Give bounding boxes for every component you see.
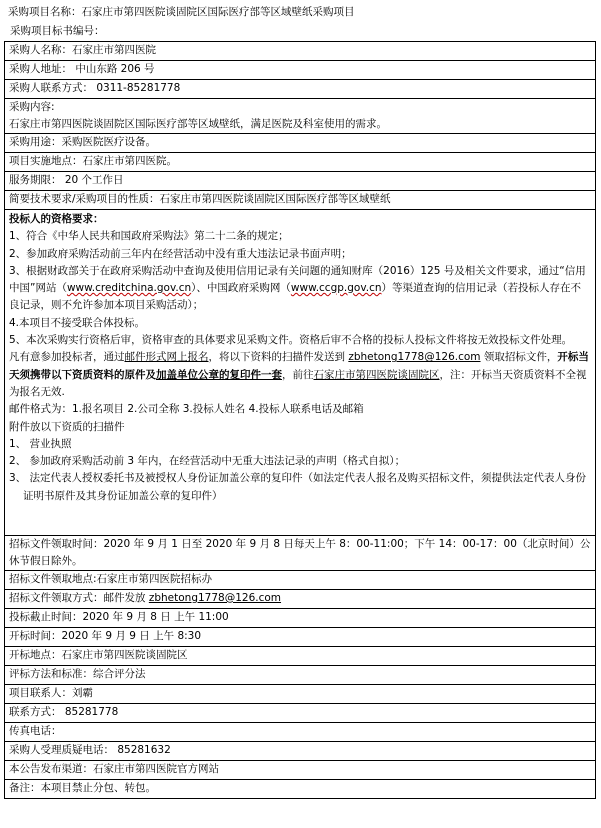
fax-number: 传真电话：	[5, 723, 596, 742]
announcement-table	[4, 41, 596, 799]
opening-place: 开标地点：石家庄市第四医院谈固院区	[5, 647, 596, 666]
content-text: 石家庄市第四医院谈固院区国际医疗部等区域壁纸，满足医院及科室使用的需求。	[9, 118, 387, 130]
remark: 备注：本项目禁止分包、转包。	[5, 780, 596, 799]
project-contact-person: 项目联系人：刘霸	[5, 685, 596, 704]
document-collection-place: 招标文件领取地点:石家庄市第四医院招标办	[5, 571, 596, 590]
document-collection-time: 招标文件领取时间：2020 年 9 月 1 日至 2020 年 9 月 8 日每天上午 8：00-11:00；下午 14：00-17：00（北京时间）公休节假日除外。	[5, 536, 596, 571]
document-collection-method: 招标文件领取方式：邮件发放 zbhetong1778@126.com	[5, 590, 596, 609]
mail-format: 邮件格式为：1.报名项目 2.公司全称 3.投标人姓名 4.投标人联系电话及邮箱	[9, 403, 364, 416]
publish-channel: 本公告发布渠道：石家庄市第四医院官方网站	[5, 761, 596, 780]
bid-deadline: 投标截止时间：2020 年 9 月 8 日 上午 11:00	[5, 609, 596, 628]
qualification-title: 投标人的资格要求：	[9, 213, 104, 225]
purchaser-address: 采购人地址： 中山东路 206 号	[5, 61, 596, 80]
attachment-item-2: 2、 参加政府采购活动前 3 年内，在经营活动中无重大违法记录的声明（格式自拟）；	[9, 455, 406, 468]
implementation-location: 项目实施地点：石家庄市第四医院。	[5, 153, 596, 172]
qualification-item-4: 4.本项目不接受联合体投标。	[9, 316, 146, 329]
ccgp-link[interactable]: www.ccgp.gov.cn	[290, 282, 382, 295]
procurement-content	[5, 99, 596, 134]
bid-number-line: 采购项目标书编号：	[10, 25, 105, 37]
project-contact-phone: 联系方式： 85281778	[5, 704, 596, 723]
qualification-item-3: 3、根据财政部关于在政府采购活动中查询及使用信用记录有关问题的通知财库（2016）125 号及相关文件要求，通过“信用中国”网站（www.creditchina.gov.cn）、中国政府采购网（www.ccgp.gov.cn）等渠道查询的信用记录（若投标人存在不良记录，则不允许参加本项目采购活动）；	[9, 264, 586, 312]
opening-time: 开标时间：2020 年 9 月 9 日 上午 8:30	[5, 628, 596, 647]
qualification-item-2: 2、参加政府采购活动前三年内在经营活动中没有重大违法记录书面声明；	[9, 247, 352, 260]
qualification-section	[5, 210, 596, 536]
purchaser-name: 采购人名称：石家庄市第四医院	[5, 42, 596, 61]
qualification-item-5: 5、本次采购实行资格后审，资格审查的具体要求见采购文件。资格后审不合格的投标人投标文件将按无效投标文件处理。	[9, 334, 573, 347]
procurement-purpose: 采购用途：采购医院医疗设备。	[5, 134, 596, 153]
project-name-line: 采购项目名称：石家庄市第四医院谈固院区国际医疗部等区域壁纸采购项目	[8, 6, 355, 18]
purchaser-contact: 采购人联系方式： 0311-85281778	[5, 80, 596, 99]
attachment-item-3: 3、 法定代表人授权委托书及被授权人身份证加盖公章的复印件（如法定代表人报名及购买招标文件，须提供法定代表人身份证明书原件及其身份证加盖公章的复印件）	[9, 472, 587, 502]
attachment-item-1: 1、 营业执照	[9, 437, 72, 450]
signup-email-link[interactable]: zbhetong1778@126.com	[348, 351, 481, 364]
content-label: 采购内容:	[9, 101, 55, 113]
creditchina-link[interactable]: www.creditchina.gov.cn	[66, 282, 192, 295]
document-email-link[interactable]: zbhetong1778@126.com	[148, 592, 282, 604]
attachments-title: 附件放以下资质的扫描件	[9, 420, 125, 433]
qualification-item-1: 1、符合《中华人民共和国政府采购法》第二十二条的规定；	[9, 230, 289, 243]
complaint-phone: 采购人受理质疑电话： 85281632	[5, 742, 596, 761]
signup-instructions: 凡有意参加投标者，通过邮件形式网上报名，将以下资料的扫描件发送到 zbhetong1778@126.com 领取招标文件，开标当天须携带以下资质资料的原件及加盖单位公章的复印件一套，前往石家庄市第四医院谈固院区，注：开标当天资质资料不全视为报名无效.	[9, 351, 589, 398]
evaluation-method: 评标方法和标准：综合评分法	[5, 666, 596, 685]
service-period: 服务期限： 20 个工作日	[5, 172, 596, 191]
technical-requirements: 简要技术要求/采购项目的性质：石家庄市第四医院谈固院区国际医疗部等区域壁纸	[5, 191, 596, 210]
